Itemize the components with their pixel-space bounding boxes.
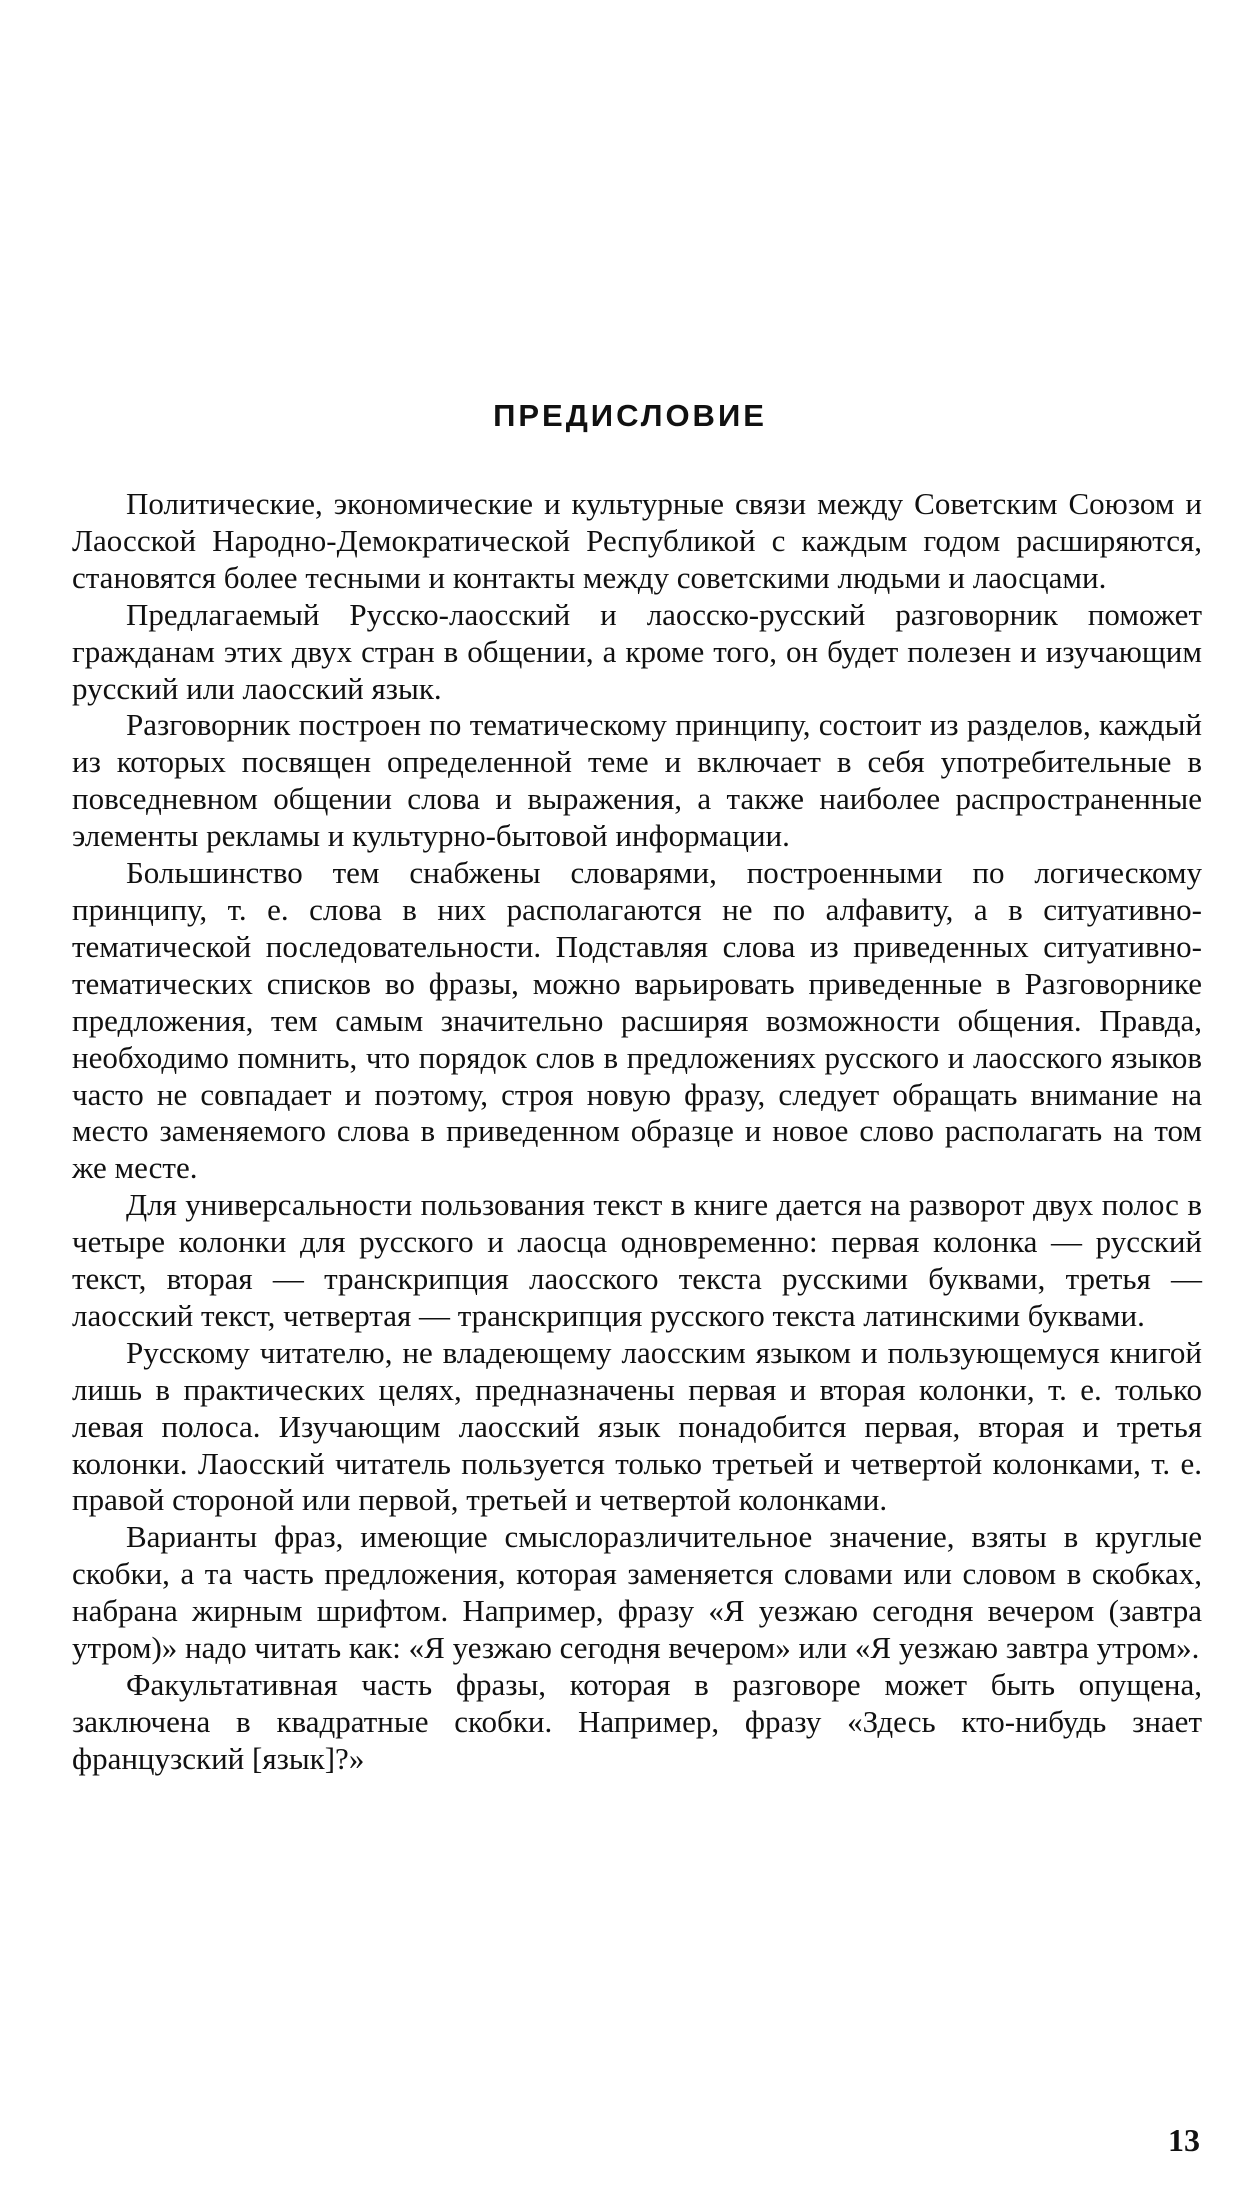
paragraph: Разговорник построен по тематическому принципу, состоит из разделов, каждый из которых посвящен определенной теме и включает в себя употребительные в повседневном общении слова и выражения, а также наиболее распространенные элементы рекламы и культурно-бытовой информации. (72, 707, 1202, 854)
paragraph: Русскому читателю, не владеющему лаосским языком и пользующемуся книгой лишь в практических целях, предназначены первая и вторая колонки, т. е. только левая полоса. Изучающим лаосский язык понадобится первая, вторая и третья колонки. Лаосский читатель пользуется только третьей и четвертой колонками, т. е. правой стороной или первой, третьей и четвертой колонками. (72, 1334, 1202, 1518)
page-number: 13 (1168, 2122, 1200, 2158)
paragraph: Факультативная часть фразы, которая в разговоре может быть опущена, заключена в квадратные скобки. Например, фразу «Здесь кто-нибудь знает французский [язык]?» (72, 1667, 1202, 1776)
paragraph: Политические, экономические и культурные связи между Советским Союзом и Лаосской Народно-Демократической Республикой с каждым годом расширяются, становятся более тесными и контакты между советскими людьми и лаосцами. (72, 486, 1202, 595)
page-title: ПРЕДИСЛОВИЕ (493, 398, 767, 433)
body-text (72, 486, 1202, 1778)
paragraph: Большинство тем снабжены словарями, построенными по логическому принципу, т. е. слова в них располагаются не по алфавиту, а в ситуативно-тематической последовательности. Подставляя слова из приведенных ситуативно-тематических списков во фразы, можно варьировать приведенные в Разговорнике предложения, тем самым значительно расширяя возможности общения. Правда, необходимо помнить, что порядок слов в предложениях русского и лаосского языков часто не совпадает и поэтому, строя новую фразу, следует обращать внимание на место заменяемого слова в приведенном образце и новое слово располагать на том же месте. (72, 855, 1202, 1186)
paragraph: Предлагаемый Русско-лаосский и лаосско-русский разговорник поможет гражданам этих двух стран в общении, а кроме того, он будет полезен и изучающим русский или лаосский язык. (72, 596, 1202, 706)
paragraph: Варианты фраз, имеющие смыслоразличительное значение, взяты в круглые скобки, а та часть предложения, которая заменяется словами или словом в скобках, набрана жирным шрифтом. Например, фразу «Я уезжаю сегодня вечером (завтра утром)» надо читать как: «Я уезжаю сегодня вечером» или «Я уезжаю завтра утром». (72, 1519, 1202, 1666)
paragraph: Для универсальности пользования текст в книге дается на разворот двух полос в четыре колонки для русского и лаосца одновременно: первая колонка — русский текст, вторая — транскрипция лаосского текста русскими буквами, третья — лаосский текст, четвертая — транскрипция русского текста латинскими буквами. (72, 1187, 1202, 1333)
